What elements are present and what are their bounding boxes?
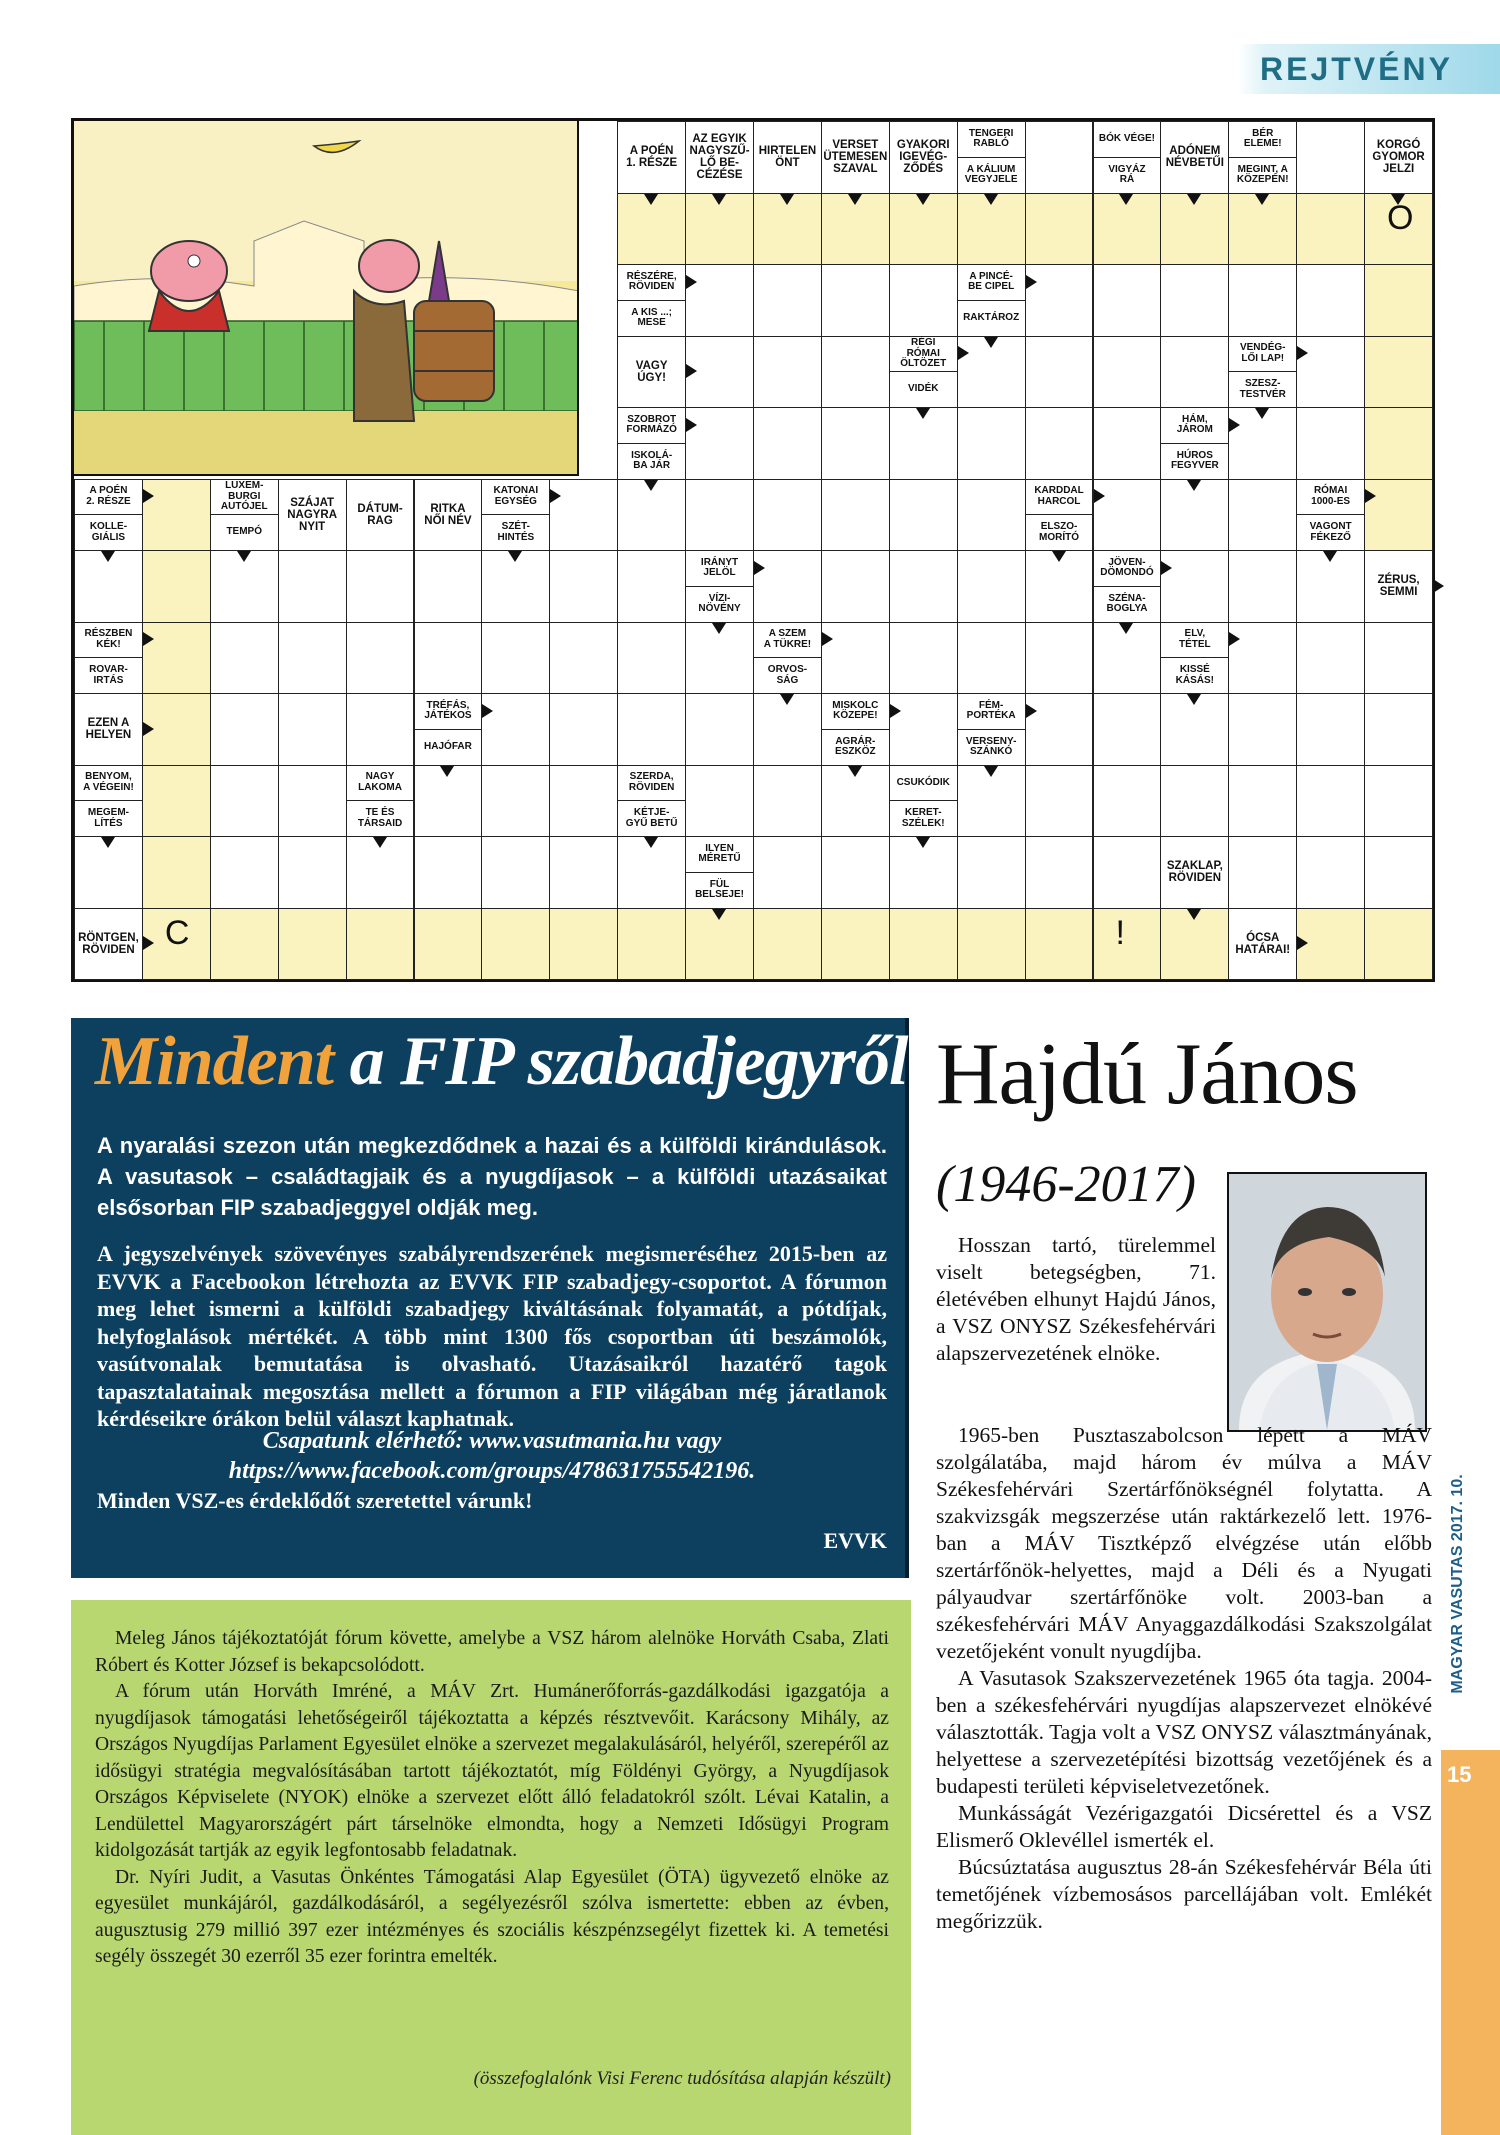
crossword-clue: SZÉNA- BOGLYA: [1093, 586, 1162, 623]
clue-arrow-icon: [1255, 408, 1269, 419]
crossword-clue: VIGYÁZ RÁ: [1093, 157, 1162, 194]
crossword-cell[interactable]: [1025, 908, 1094, 981]
crossword-grid: [71, 118, 1435, 982]
clue-arrow-icon: [848, 766, 862, 777]
clue-arrow-icon: [712, 909, 726, 920]
crossword-cell[interactable]: [278, 550, 347, 623]
clue-arrow-icon: [1187, 909, 1201, 920]
crossword-clue: VIDÉK: [889, 371, 958, 408]
crossword-clue: BENYOM, A VÉGEIN!: [74, 765, 143, 802]
crossword-cell[interactable]: [1160, 264, 1229, 337]
crossword-cell[interactable]: [346, 693, 415, 766]
clue-arrow-icon: [373, 837, 387, 848]
clue-arrow-icon: [916, 408, 930, 419]
clue-arrow-icon: [1187, 480, 1201, 491]
obituary-p2: 1965-ben Pusztaszabolcson lépett a MÁV szolgálatába, majd három év múlva a MÁV Székesfehérvári Szertárfőnökségnél folytatta. A szakvizsgák megszerzése után raktárkezelő lett. 1976-ban a MÁV Tisztképző elvégzése után előbb szertárfőnök-helyettes, majd a Déli és a Nyugati pályaudvar szertárfőnöke volt. 2003-ban a székesfehérvári MÁV Anyaggazdálkodási Szakszolgálat vezetőjeként vonult nyugdíjba.: [936, 1423, 1432, 1663]
clue-arrow-icon: [712, 194, 726, 205]
crossword-cell[interactable]: [549, 765, 618, 838]
page-number: 15: [1447, 1762, 1472, 1787]
clue-arrow-icon: [101, 551, 115, 562]
crossword-cell[interactable]: [617, 908, 686, 981]
crossword-cell[interactable]: [889, 550, 958, 623]
clue-arrow-icon: [1365, 489, 1376, 503]
crossword-clue: FÜL BELSEJE!: [685, 872, 754, 909]
crossword-cell[interactable]: [1025, 407, 1094, 480]
crossword-cell[interactable]: [1025, 622, 1094, 695]
clue-arrow-icon: [143, 722, 154, 736]
crossword-cell[interactable]: [617, 693, 686, 766]
crossword-cell[interactable]: [481, 622, 550, 695]
crossword-cell[interactable]: [278, 908, 347, 981]
crossword-clue: GYAKORI IGEVÉG- ZŐDÉS: [889, 121, 958, 194]
crossword-clue: MEGEM- LÍTÉS: [74, 800, 143, 837]
crossword-clue: RÉGI RÓMAI ÖLTÖZET: [889, 336, 958, 373]
crossword-cell[interactable]: [821, 550, 890, 623]
clue-arrow-icon: [101, 837, 115, 848]
clue-arrow-icon: [1187, 694, 1201, 705]
crossword-clue: KATONAI EGYSÉG: [481, 479, 550, 516]
crossword-cell[interactable]: [821, 336, 890, 409]
crossword-cell[interactable]: [957, 836, 1026, 909]
forum-credit: (összefoglalónk Visi Ferenc tudósítása alapján készült): [473, 2068, 891, 2089]
crossword-clue: KÉTJE- GYŰ BETŰ: [617, 800, 686, 837]
crossword-clue: A KIS ...; MESE: [617, 300, 686, 337]
crossword-clue: AGRÁR- ESZKÖZ: [821, 729, 890, 766]
crossword-clue: CSUKÓDIK: [889, 765, 958, 802]
crossword-cell[interactable]: [142, 765, 211, 838]
crossword-clue: A PINCÉ- BE CIPEL: [957, 264, 1026, 301]
clue-arrow-icon: [1119, 194, 1133, 205]
clue-arrow-icon: [848, 194, 862, 205]
crossword-clue: KOLLE- GIÁLIS: [74, 514, 143, 551]
crossword-cell[interactable]: [889, 908, 958, 981]
magazine-side-text: MAGYAR VASUTAS 2017. 10.: [1449, 1474, 1466, 1694]
clue-arrow-icon: [1026, 704, 1037, 718]
crossword-clue: SZÉT- HINTÉS: [481, 514, 550, 551]
crossword-cell[interactable]: [278, 836, 347, 909]
crossword-cell[interactable]: [1025, 765, 1094, 838]
crossword-cell[interactable]: [617, 622, 686, 695]
clue-arrow-icon: [1433, 579, 1444, 593]
crossword-cell[interactable]: [1160, 336, 1229, 409]
crossword-cell[interactable]: [685, 479, 754, 552]
crossword-cell[interactable]: [549, 693, 618, 766]
obituary-p3: A Vasutasok Szakszervezetének 1965 óta tagja. 2004-ben a székesfehérvári nyugdíjas alapszervezet elnökévé választották. Tagja volt a VSZ ONYSZ választmányának, helyettese a szervezetépítési bizottság vezetőjének és a budapesti területi képviseletvezetőnek.: [936, 1666, 1432, 1798]
crossword-clue: RÉSZÉRE, RÖVIDEN: [617, 264, 686, 301]
section-tag-label: REJTVÉNY: [1260, 51, 1453, 87]
crossword-clue: DÁTUM- RAG: [346, 479, 415, 552]
fip-signature: EVVK: [823, 1528, 887, 1553]
crossword-cell[interactable]: [1093, 836, 1162, 909]
crossword-cell[interactable]: [1296, 407, 1365, 480]
clue-arrow-icon: [686, 418, 697, 432]
section-tag: [1238, 44, 1500, 94]
crossword-cell[interactable]: [414, 550, 483, 623]
clue-arrow-icon: [1119, 623, 1133, 634]
crossword-clue: RÓMAI 1000-ES: [1296, 479, 1365, 516]
clue-arrow-icon: [1229, 418, 1240, 432]
crossword-clue: RÉSZBEN KÉK!: [74, 622, 143, 659]
crossword-cell[interactable]: [414, 622, 483, 695]
crossword-clue: ORVOS- SÁG: [753, 657, 822, 694]
crossword-cell[interactable]: [549, 836, 618, 909]
crossword-clue: TRÉFÁS, JÁTÉKOS: [414, 693, 483, 730]
clue-arrow-icon: [143, 936, 154, 950]
fip-title: [95, 1022, 907, 1102]
clue-arrow-icon: [686, 364, 697, 378]
crossword-cell[interactable]: [753, 765, 822, 838]
clue-arrow-icon: [822, 632, 833, 646]
crossword-cell[interactable]: [481, 765, 550, 838]
crossword-clue: AZ EGYIK NAGYSZŰ- LŐ BE- CÉZÉSE: [685, 121, 754, 194]
fip-contact-line2[interactable]: https://www.facebook.com/groups/478631755542196.: [228, 1458, 756, 1484]
crossword-clue: BÉR ELEME!: [1228, 121, 1297, 158]
crossword-cell[interactable]: [1093, 908, 1162, 981]
crossword-cell[interactable]: [821, 836, 890, 909]
crossword-clue: JÖVEN- DÖMONDÓ: [1093, 550, 1162, 587]
crossword-clue: TE ÉS TÁRSAID: [346, 800, 415, 837]
crossword-clue: LUXEM- BURGI AUTÓJEL: [210, 479, 279, 516]
crossword-clue: FÉM- PORTÉKA: [957, 693, 1026, 730]
crossword-cell[interactable]: [549, 622, 618, 695]
given-letter: !: [1115, 913, 1125, 952]
crossword-cell[interactable]: [1364, 622, 1433, 695]
clue-arrow-icon: [644, 194, 658, 205]
crossword-cell[interactable]: [210, 836, 279, 909]
crossword-clue: VAGONT FÉKEZŐ: [1296, 514, 1365, 551]
crossword-cell[interactable]: [1364, 336, 1433, 409]
crossword-clue: ELV, TÉTEL: [1160, 622, 1229, 659]
crossword-clue: SZERDA, RÖVIDEN: [617, 765, 686, 802]
clue-arrow-icon: [984, 337, 998, 348]
crossword-clue: SZÁJAT NAGYRA NYIT: [278, 479, 347, 552]
crossword-clue: A POÉN 1. RÉSZE: [617, 121, 686, 194]
crossword-clue: RAKTÁROZ: [957, 300, 1026, 337]
forum-article: [71, 1600, 911, 2135]
obituary-p4: Munkásságát Vezérigazgatói Dicsérettel és a VSZ Elismerő Oklevéllel ismerték el.: [936, 1801, 1432, 1852]
fip-article: [71, 1018, 909, 1578]
crossword-cell[interactable]: [753, 479, 822, 552]
obituary-p1: Hosszan tartó, türelemmel viselt betegségben, 71. életévében elhunyt Hajdú János, a VSZ ONYSZ Székesfehérvári alapszervezetének elnöke.: [936, 1233, 1216, 1365]
crossword-clue: ILYEN MÉRETŰ: [685, 836, 754, 873]
crossword-clue: BÓK VÉGE!: [1093, 121, 1162, 158]
crossword-cell[interactable]: [1228, 479, 1297, 552]
crossword-clue: KARDDAL HARCOL: [1025, 479, 1094, 516]
crossword-clue: ELSZO- MORÍTÓ: [1025, 514, 1094, 551]
clue-arrow-icon: [754, 561, 765, 575]
clue-arrow-icon: [1255, 194, 1269, 205]
fip-invite: Minden VSZ-es érdeklődőt szeretettel várunk!: [97, 1488, 533, 1513]
crossword-cell[interactable]: [142, 550, 211, 623]
crossword-cell[interactable]: [1296, 765, 1365, 838]
crossword-clue: TENGERI RABLÓ: [957, 121, 1026, 158]
crossword-cell[interactable]: [1093, 693, 1162, 766]
crossword-clue: SZOBROT FORMÁZÓ: [617, 407, 686, 444]
clue-arrow-icon: [143, 632, 154, 646]
crossword-cell[interactable]: [1025, 121, 1094, 194]
clue-arrow-icon: [1323, 551, 1337, 562]
crossword-cell[interactable]: [1025, 836, 1094, 909]
clue-arrow-icon: [890, 704, 901, 718]
crossword-cell[interactable]: [753, 407, 822, 480]
crossword-cell[interactable]: [549, 550, 618, 623]
crossword-cell[interactable]: [1296, 121, 1365, 194]
crossword-cell[interactable]: [1364, 407, 1433, 480]
crossword-cell[interactable]: [1228, 264, 1297, 337]
crossword-cell[interactable]: [753, 264, 822, 337]
given-letter: O: [1387, 198, 1414, 237]
crossword-cell[interactable]: [957, 550, 1026, 623]
crossword-cell[interactable]: [821, 479, 890, 552]
crossword-clue: RITKA NŐI NÉV: [414, 479, 483, 552]
clue-arrow-icon: [644, 837, 658, 848]
crossword-cell[interactable]: [1228, 550, 1297, 623]
crossword-cell[interactable]: [210, 622, 279, 695]
clue-arrow-icon: [1229, 632, 1240, 646]
clue-arrow-icon: [1297, 346, 1308, 360]
obituary-body: [936, 1422, 1432, 1935]
crossword-clue: VAGY ÚGY!: [617, 336, 686, 409]
crossword-cell[interactable]: [1093, 336, 1162, 409]
crossword-cell[interactable]: [889, 264, 958, 337]
crossword-cell[interactable]: [346, 550, 415, 623]
crossword-cell[interactable]: [1228, 765, 1297, 838]
clue-arrow-icon: [686, 275, 697, 289]
crossword-cell[interactable]: [481, 836, 550, 909]
crossword-cell[interactable]: [1296, 622, 1365, 695]
crossword-cell[interactable]: [617, 550, 686, 623]
crossword-clue: KORGÓ GYOMOR JELZI: [1364, 121, 1433, 194]
crossword-cell[interactable]: [1364, 693, 1433, 766]
crossword-cell[interactable]: [753, 908, 822, 981]
obituary-intro: [936, 1232, 1216, 1367]
crossword-cell[interactable]: [1228, 693, 1297, 766]
crossword-clue: HAJÓFAR: [414, 729, 483, 766]
clue-arrow-icon: [550, 489, 561, 503]
fip-lead: A nyaralási szezon után megkezdődnek a hazai és a külföldi kirándulások. A vasutasok – családtagjaik és a nyugdíjasok – a külföldi utazásaikat elsősorban FIP szabadjeggyel oldják meg.: [97, 1133, 887, 1220]
magazine-side-label: [1443, 1440, 1473, 1740]
crossword-cell[interactable]: [753, 336, 822, 409]
crossword-cell[interactable]: [1364, 908, 1433, 981]
clue-arrow-icon: [644, 480, 658, 491]
crossword-cell[interactable]: [957, 407, 1026, 480]
clue-arrow-icon: [1187, 194, 1201, 205]
clue-arrow-icon: [508, 551, 522, 562]
crossword-cell[interactable]: [821, 264, 890, 337]
crossword-clue: SZESZ- TESTVÉR: [1228, 371, 1297, 408]
clue-arrow-icon: [440, 766, 454, 777]
clue-arrow-icon: [1297, 936, 1308, 950]
crossword-cell[interactable]: [685, 693, 754, 766]
crossword-cell[interactable]: [414, 908, 483, 981]
clue-arrow-icon: [143, 489, 154, 503]
fip-contact-line1: Csapatunk elérhető: www.vasutmania.hu vagy: [262, 1428, 722, 1454]
crossword-clue: MISKOLC KÖZEPE!: [821, 693, 890, 730]
forum-paragraph: Meleg János tájékoztatóját fórum követte, amelybe a VSZ három alelnöke Horváth Csaba, Zlati Róbert és Kotter József is bekapcsolódott.: [95, 1628, 889, 1676]
crossword-cell[interactable]: [821, 407, 890, 480]
crossword-cell[interactable]: [1025, 336, 1094, 409]
crossword-cell[interactable]: [957, 622, 1026, 695]
crossword-clue: VERSENY- SZÁNKÓ: [957, 729, 1026, 766]
clue-arrow-icon: [984, 194, 998, 205]
clue-arrow-icon: [780, 194, 794, 205]
crossword-cell[interactable]: [821, 908, 890, 981]
fip-contact: [97, 1426, 887, 1486]
crossword-cell[interactable]: [278, 693, 347, 766]
clue-arrow-icon: [237, 551, 251, 562]
crossword-cell[interactable]: [957, 908, 1026, 981]
crossword-cell[interactable]: [278, 765, 347, 838]
crossword-cell[interactable]: [278, 622, 347, 695]
crossword-cell[interactable]: [957, 479, 1026, 552]
obituary-years: (1946-2017): [936, 1156, 1196, 1213]
crossword-clue: KERET- SZÉLEK!: [889, 800, 958, 837]
crossword-cell[interactable]: [346, 908, 415, 981]
clue-arrow-icon: [916, 194, 930, 205]
crossword-cell[interactable]: [1025, 193, 1094, 266]
crossword-cell[interactable]: [1296, 193, 1365, 266]
crossword-clue: A SZEM A TÜKRE!: [753, 622, 822, 659]
crossword-clue: MEGINT, A KÖZEPÉN!: [1228, 157, 1297, 194]
crossword-clue: VERSET ÜTEMESEN SZAVAL: [821, 121, 890, 194]
clue-arrow-icon: [1094, 489, 1105, 503]
forum-text: [95, 1626, 889, 1971]
crossword-clue: KISSÉ KÁSÁS!: [1160, 657, 1229, 694]
crossword-cell[interactable]: [753, 836, 822, 909]
crossword-clue: ADÓNEM NÉVBETŰI: [1160, 121, 1229, 194]
crossword-cell[interactable]: [210, 693, 279, 766]
crossword-clue: EZEN A HELYEN: [74, 693, 143, 766]
crossword-clue: SZAKLAP, RÖVIDEN: [1160, 836, 1229, 909]
crossword-cell[interactable]: [1364, 264, 1433, 337]
crossword-cell[interactable]: [1093, 407, 1162, 480]
crossword-clue: ISKOLÁ- BA JÁR: [617, 443, 686, 480]
crossword-cell[interactable]: [414, 836, 483, 909]
crossword-cell[interactable]: [1093, 765, 1162, 838]
forum-paragraph: A fórum után Horváth Imréné, a MÁV Zrt. Humánerőforrás-gazdálkodási igazgatója a nyugdíjasok támogatási lehetőségeiről tájékoztatta a képzés résztvevőit. Karácsony Mihály, az Országos Nyugdíjas Parlament Egyesület elnöke a szervezet megalakulásáról, helyéről, szerepéről az idősügyi stratégia megvalósításában tartott tájékoztatót, míg Földényi György, a Nyugdíjasok Országos Képviselete (NYOK) elnöke a szervezet előtt álló feladatokról szólt. Lévai Katalin, a Lendülettel Magyarországért párt társelnöke elmondta, hogy a Nemzeti Idősügyi Program kidolgozását tartják az egyik legfontosabb feladatnak.: [95, 1681, 889, 1861]
forum-paragraph: Dr. Nyíri Judit, a Vasutas Önkéntes Támogatási Alap Egyesület (ÖTA) ügyvezető elnöke az egyesület munkájáról, gazdálkodásáról, a segélyezésről szólva ismertette: ebben az évben, augusztusig 279 millió 397 ezer intézményes és szociális készpénzsegélyt fizettek ki. A temetési segély összegét 30 ezerről 35 ezer forintra emelték.: [95, 1866, 889, 1967]
crossword-cell[interactable]: [1093, 264, 1162, 337]
crossword-clue: IRÁNYT JELÖL: [685, 550, 754, 587]
crossword-clue: HÚROS FEGYVER: [1160, 443, 1229, 480]
clue-arrow-icon: [780, 694, 794, 705]
crossword-cell[interactable]: [1228, 836, 1297, 909]
clue-arrow-icon: [482, 704, 493, 718]
fip-title-rest: a FIP szabadjegyről: [333, 1023, 908, 1100]
crossword-cell[interactable]: [549, 908, 618, 981]
crossword-cell[interactable]: [210, 908, 279, 981]
cartoon-illustration: [74, 121, 579, 476]
given-letter: C: [164, 913, 190, 952]
crossword-cell[interactable]: [210, 765, 279, 838]
clue-arrow-icon: [1161, 561, 1172, 575]
crossword-cell[interactable]: [1160, 765, 1229, 838]
obituary-portrait: [1227, 1172, 1427, 1432]
obituary-p5: Búcsúztatása augusztus 28-án Székesfehérvár Béla úti temetőjének vízbemosásos parcellájában volt. Emlékét megőrizzük.: [936, 1855, 1432, 1933]
crossword-cell[interactable]: [685, 765, 754, 838]
crossword-cell[interactable]: [889, 622, 958, 695]
crossword-cell[interactable]: [1296, 264, 1365, 337]
crossword-cell[interactable]: [889, 479, 958, 552]
crossword-clue: VÍZI- NÖVÉNY: [685, 586, 754, 623]
crossword-cell[interactable]: [1296, 693, 1365, 766]
crossword-clue: RÖNTGEN, RÖVIDEN: [74, 908, 143, 981]
crossword-cell[interactable]: [142, 836, 211, 909]
obituary-name: Hajdú János: [936, 1026, 1358, 1123]
crossword-clue: A POÉN 2. RÉSZE: [74, 479, 143, 516]
clue-arrow-icon: [916, 837, 930, 848]
fip-title-accent: Mindent: [95, 1023, 334, 1100]
crossword-cell[interactable]: [481, 908, 550, 981]
crossword-clue: HÁM, JÁROM: [1160, 407, 1229, 444]
crossword-clue: TEMPÓ: [210, 514, 279, 551]
crossword-clue: NAGY LAKOMA: [346, 765, 415, 802]
crossword-clue: HIRTELEN ÖNT: [753, 121, 822, 194]
crossword-clue: A KÁLIUM VEGYJELE: [957, 157, 1026, 194]
crossword-clue: ROVAR- IRTÁS: [74, 657, 143, 694]
crossword-clue: VENDÉG- LŐI LAP!: [1228, 336, 1297, 373]
fip-body: A jegyszelvények szövevényes szabályrendszerének megismeréséhez 2015-ben az EVVK a Facebookon létrehozta az EVVK FIP szabadjegy-csoportot. A fórumon meg lehet ismerni a külföldi szabadjegy kiváltásának folyamatát, a pótdíjak, helyfoglalások mértékét. A több mint 1300 fős csoportban úti beszámolók, vasútvonalak bemutatása is olvasható. Utazásaikról hazatérő tagok tapasztalatainak megosztása mellett a fórumon a FIP világában még járatlanok kérdéseikre órákon belül választ kaphatnak.: [97, 1241, 887, 1431]
crossword-cell[interactable]: [1296, 836, 1365, 909]
crossword-cell[interactable]: [346, 622, 415, 695]
crossword-clue: ÓCSA HATÁRAI!: [1228, 908, 1297, 981]
clue-arrow-icon: [958, 346, 969, 360]
crossword-clue: ZÉRUS, SEMMI: [1364, 550, 1433, 623]
clue-arrow-icon: [984, 766, 998, 777]
crossword-cell[interactable]: [1364, 836, 1433, 909]
clue-arrow-icon: [1026, 275, 1037, 289]
clue-arrow-icon: [712, 623, 726, 634]
clue-arrow-icon: [1052, 551, 1066, 562]
page-number-tab: [1441, 1750, 1500, 2135]
crossword-cell[interactable]: [1364, 765, 1433, 838]
